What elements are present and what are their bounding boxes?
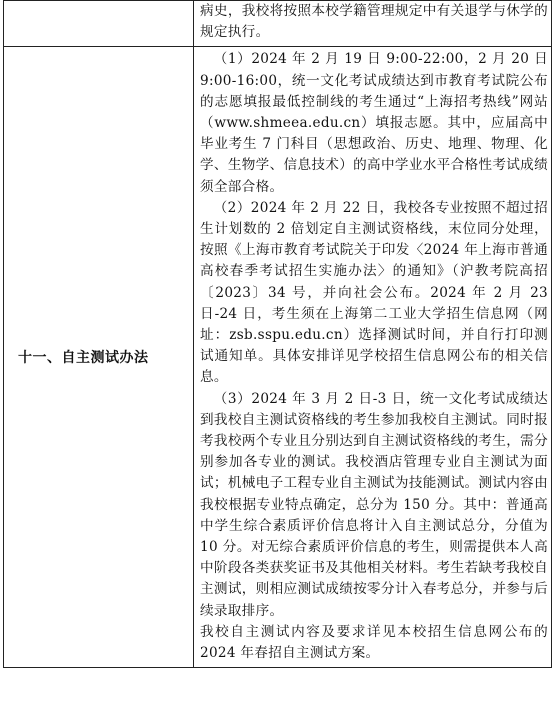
regulation-table [3,0,552,668]
section-content-cell [194,47,552,668]
empty-label-cell [4,1,194,47]
table-row-continued [4,1,552,47]
continued-paragraph: 病史，我校将按照本校学籍管理规定中有关退学与休学的规定执行。 [200,3,548,41]
paragraph-3: （3）2024 年 3 月 2 日-3 日，统一文化考试成绩达到我校自主测试资格线的考生参加我校自主测试。同时报考我校两个专业且分别达到自主测试资格线的考生，需分别参加各专业的测试。我校酒店管理专业自主测试为面试；机械电子工程专业自主测试为技能测试。测试内容由我校根据专业特点确定，总分为 150 分。其中：普通高中学生综合素质评价信息将计入自主测试总分，分值为 10 分。对无综合素质评价信息的考生，则需提供本人高中阶段各类获奖证书及其他相关材料。考生若缺考我校自主测试，则相应测试成绩按零分计入春考总分，并参与后续录取排序。 [200,390,548,619]
table-row-section-11 [4,47,552,668]
paragraph-1: （1）2024 年 2 月 19 日 9:00-22:00，2 月 20 日 9:00-16:00，统一文化考试成绩达到市教育考试院公布的志愿填报最低控制线的考生通过“上海招考热线”网站（www.shmeea.edu.cn）填报志愿。其中，应届高中毕业考生 7 门科目（思想政治、历史、地理、物理、化学、生物学、信息技术）的高中学业水平合格性考试成绩须全部合格。 [200,51,548,195]
section-label-cell [4,47,194,668]
paragraph-4: 我校自主测试内容及要求详见本校招生信息网公布的 2024 年春招自主测试方案。 [200,623,548,662]
paragraph-2: （2）2024 年 2 月 22 日，我校各专业按照不超过招生计划数的 2 倍划定自主测试资格线，末位同分处理，按照《上海市教育考试院关于印发〈2024 年上海市普通高校春季考试招生实施办法〉的通知》（沪教考院高招〔2023〕34 号，并向社会公布。2024 年 2 月 23 日-24 日，考生须在上海第二工业大学招生信息网（网址：zsb.sspu.edu.cn）选择测试时间，并自行打印测试通知单。具体安排详见学校招生信息网公布的相关信息。 [200,199,548,386]
continued-text-cell [194,1,552,47]
section-label: 十一、自主测试办法 [18,350,149,367]
